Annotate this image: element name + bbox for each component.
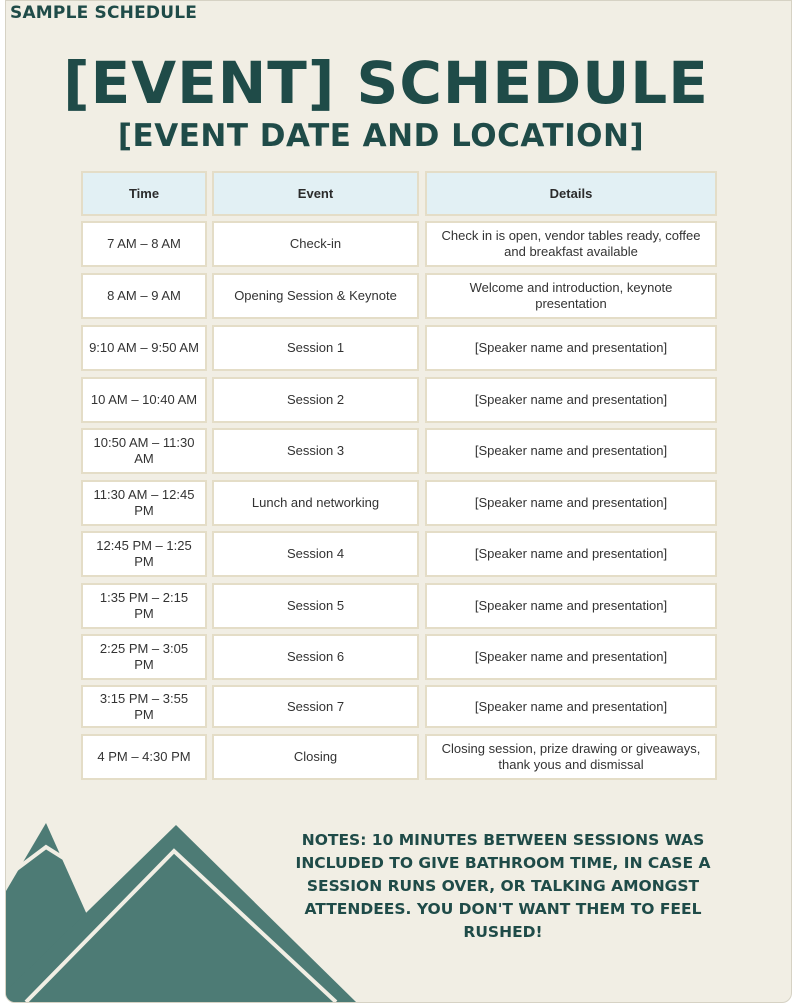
row-time: 3:15 PM – 3:55 PM [81, 685, 207, 728]
row-details: [Speaker name and presentation] [425, 634, 717, 680]
row-event: Session 7 [212, 685, 419, 728]
row-event: Opening Session & Keynote [212, 273, 419, 319]
row-event: Session 6 [212, 634, 419, 680]
row-time: 10:50 AM – 11:30 AM [81, 428, 207, 474]
row-event: Session 5 [212, 583, 419, 629]
page-title: [EVENT] SCHEDULE [63, 49, 709, 117]
row-time: 12:45 PM – 1:25 PM [81, 531, 207, 577]
row-details: [Speaker name and presentation] [425, 685, 717, 728]
row-time: 1:35 PM – 2:15 PM [81, 583, 207, 629]
row-details: Closing session, prize drawing or giveaways, thank yous and dismissal [425, 734, 717, 780]
row-event: Lunch and networking [212, 480, 419, 526]
row-event: Closing [212, 734, 419, 780]
row-details: [Speaker name and presentation] [425, 583, 717, 629]
row-event: Session 3 [212, 428, 419, 474]
row-time: 4 PM – 4:30 PM [81, 734, 207, 780]
schedule-page [5, 0, 792, 1003]
header-details: Details [425, 171, 717, 216]
row-time: 7 AM – 8 AM [81, 221, 207, 267]
row-event: Session 4 [212, 531, 419, 577]
row-details: [Speaker name and presentation] [425, 325, 717, 371]
notes-text: NOTES: 10 MINUTES BETWEEN SESSIONS WAS INCLUDED TO GIVE BATHROOM TIME, IN CASE A SESSION RUNS OVER, OR TALKING AMONGST ATTENDEES. YOU DON'T WANT THEM TO FEEL RUSHED! [295, 831, 711, 941]
row-time: 9:10 AM – 9:50 AM [81, 325, 207, 371]
row-time: 11:30 AM – 12:45 PM [81, 480, 207, 526]
row-event: Session 1 [212, 325, 419, 371]
row-time: 8 AM – 9 AM [81, 273, 207, 319]
row-time: 2:25 PM – 3:05 PM [81, 634, 207, 680]
header-time: Time [81, 171, 207, 216]
row-event: Check-in [212, 221, 419, 267]
page-subtitle: [EVENT DATE AND LOCATION] [117, 118, 645, 154]
row-event: Session 2 [212, 377, 419, 423]
row-details: Welcome and introduction, keynote presentation [425, 273, 717, 319]
row-time: 10 AM – 10:40 AM [81, 377, 207, 423]
row-details: Check in is open, vendor tables ready, coffee and breakfast available [425, 221, 717, 267]
row-details: [Speaker name and presentation] [425, 480, 717, 526]
row-details: [Speaker name and presentation] [425, 428, 717, 474]
corner-label: SAMPLE SCHEDULE [10, 3, 198, 23]
header-event: Event [212, 171, 419, 216]
row-details: [Speaker name and presentation] [425, 377, 717, 423]
row-details: [Speaker name and presentation] [425, 531, 717, 577]
